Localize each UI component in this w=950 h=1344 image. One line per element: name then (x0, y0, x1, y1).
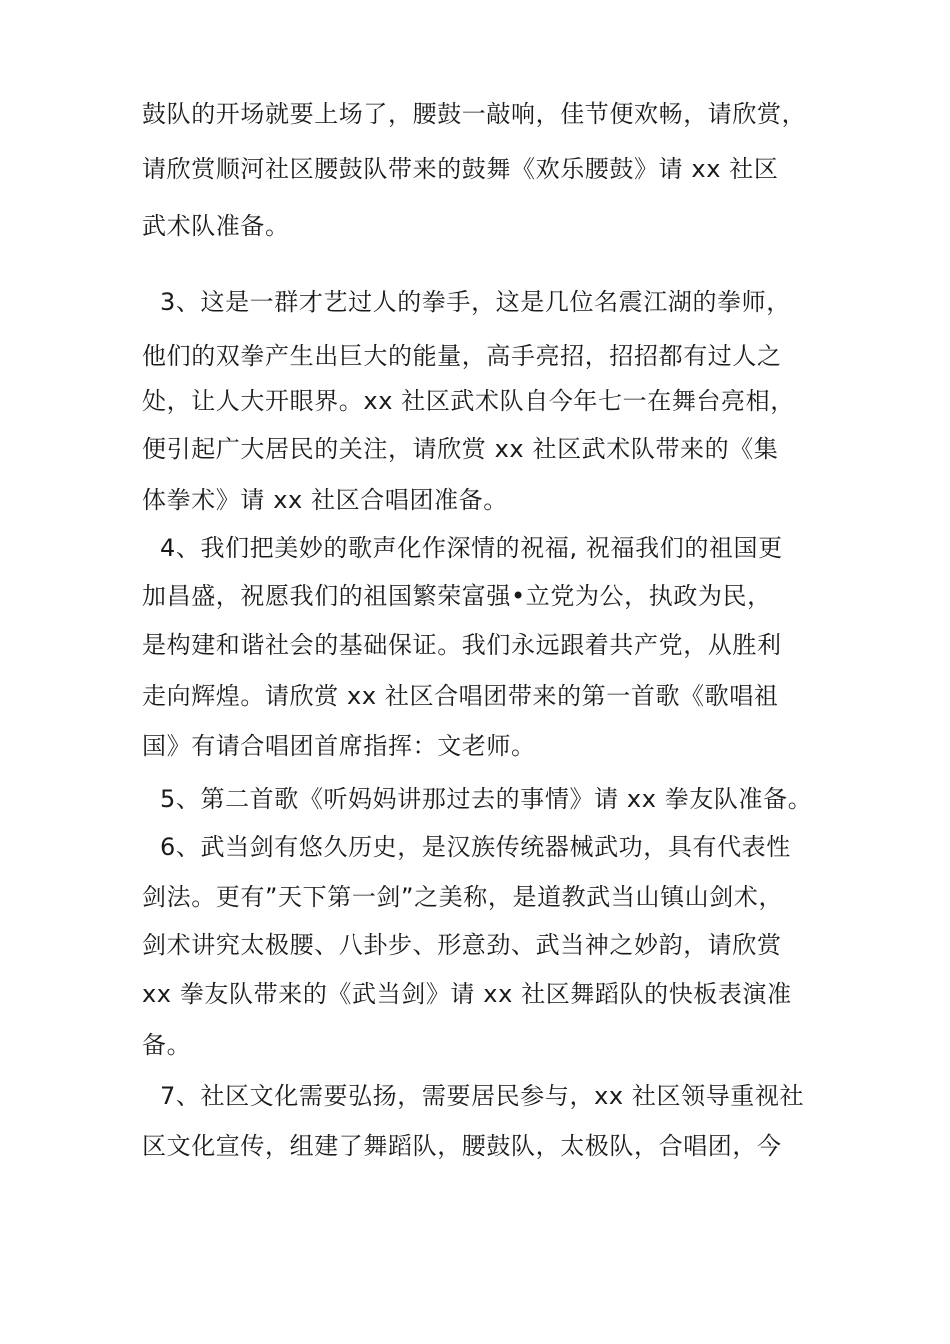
text-line: 处，让人大开眼界。xx 社区武术队自今年七一在舞台亮相， (142, 387, 795, 415)
text-line: 备。 (142, 1031, 192, 1059)
text-line: 是构建和谐社会的基础保证。我们永远跟着共产党，从胜利 (142, 631, 782, 659)
text-line: 鼓队的开场就要上场了，腰鼓一敲响，佳节便欢畅，请欣赏， (142, 100, 807, 128)
text-line: 3、这是一群才艺过人的拳手，这是几位名震江湖的拳师， (160, 288, 791, 316)
text-line: 便引起广大居民的关注，请欣赏 xx 社区武术队带来的《集 (142, 435, 779, 463)
text-line: 剑法。更有”天下第一剑”之美称，是道教武当山镇山剑术， (142, 883, 784, 911)
text-line: xx 拳友队带来的《武当剑》请 xx 社区舞蹈队的快板表演准 (142, 980, 792, 1008)
text-line: 5、第二首歌《听妈妈讲那过去的事情》请 xx 拳友队准备。 (160, 785, 813, 813)
text-line: 请欣赏顺河社区腰鼓队带来的鼓舞《欢乐腰鼓》请 xx 社区 (142, 155, 779, 183)
text-line: 他们的双拳产生出巨大的能量，高手亮招，招招都有过人之 (142, 342, 782, 370)
text-line: 国》有请合唱团首席指挥：文老师。 (142, 732, 536, 760)
text-line: 4、我们把美妙的歌声化作深情的祝福, 祝福我们的祖国更 (160, 534, 783, 562)
text-line: 武术队准备。 (142, 212, 290, 240)
text-line: 体拳术》请 xx 社区合唱团准备。 (142, 486, 508, 514)
text-line: 6、武当剑有悠久历史，是汉族传统器械武功，具有代表性 (160, 833, 791, 861)
text-line: 加昌盛，祝愿我们的祖国繁荣富强•立党为公，执政为民， (142, 582, 772, 610)
text-line: 走向辉煌。请欣赏 xx 社区合唱团带来的第一首歌《歌唱祖 (142, 682, 779, 710)
text-line: 剑术讲究太极腰、八卦步、形意劲、武当神之妙韵，请欣赏 (142, 931, 782, 959)
text-line: 7、社区文化需要弘扬，需要居民参与，xx 社区领导重视社 (160, 1082, 805, 1110)
text-line: 区文化宣传，组建了舞蹈队，腰鼓队，太极队，合唱团，今 (142, 1132, 782, 1160)
